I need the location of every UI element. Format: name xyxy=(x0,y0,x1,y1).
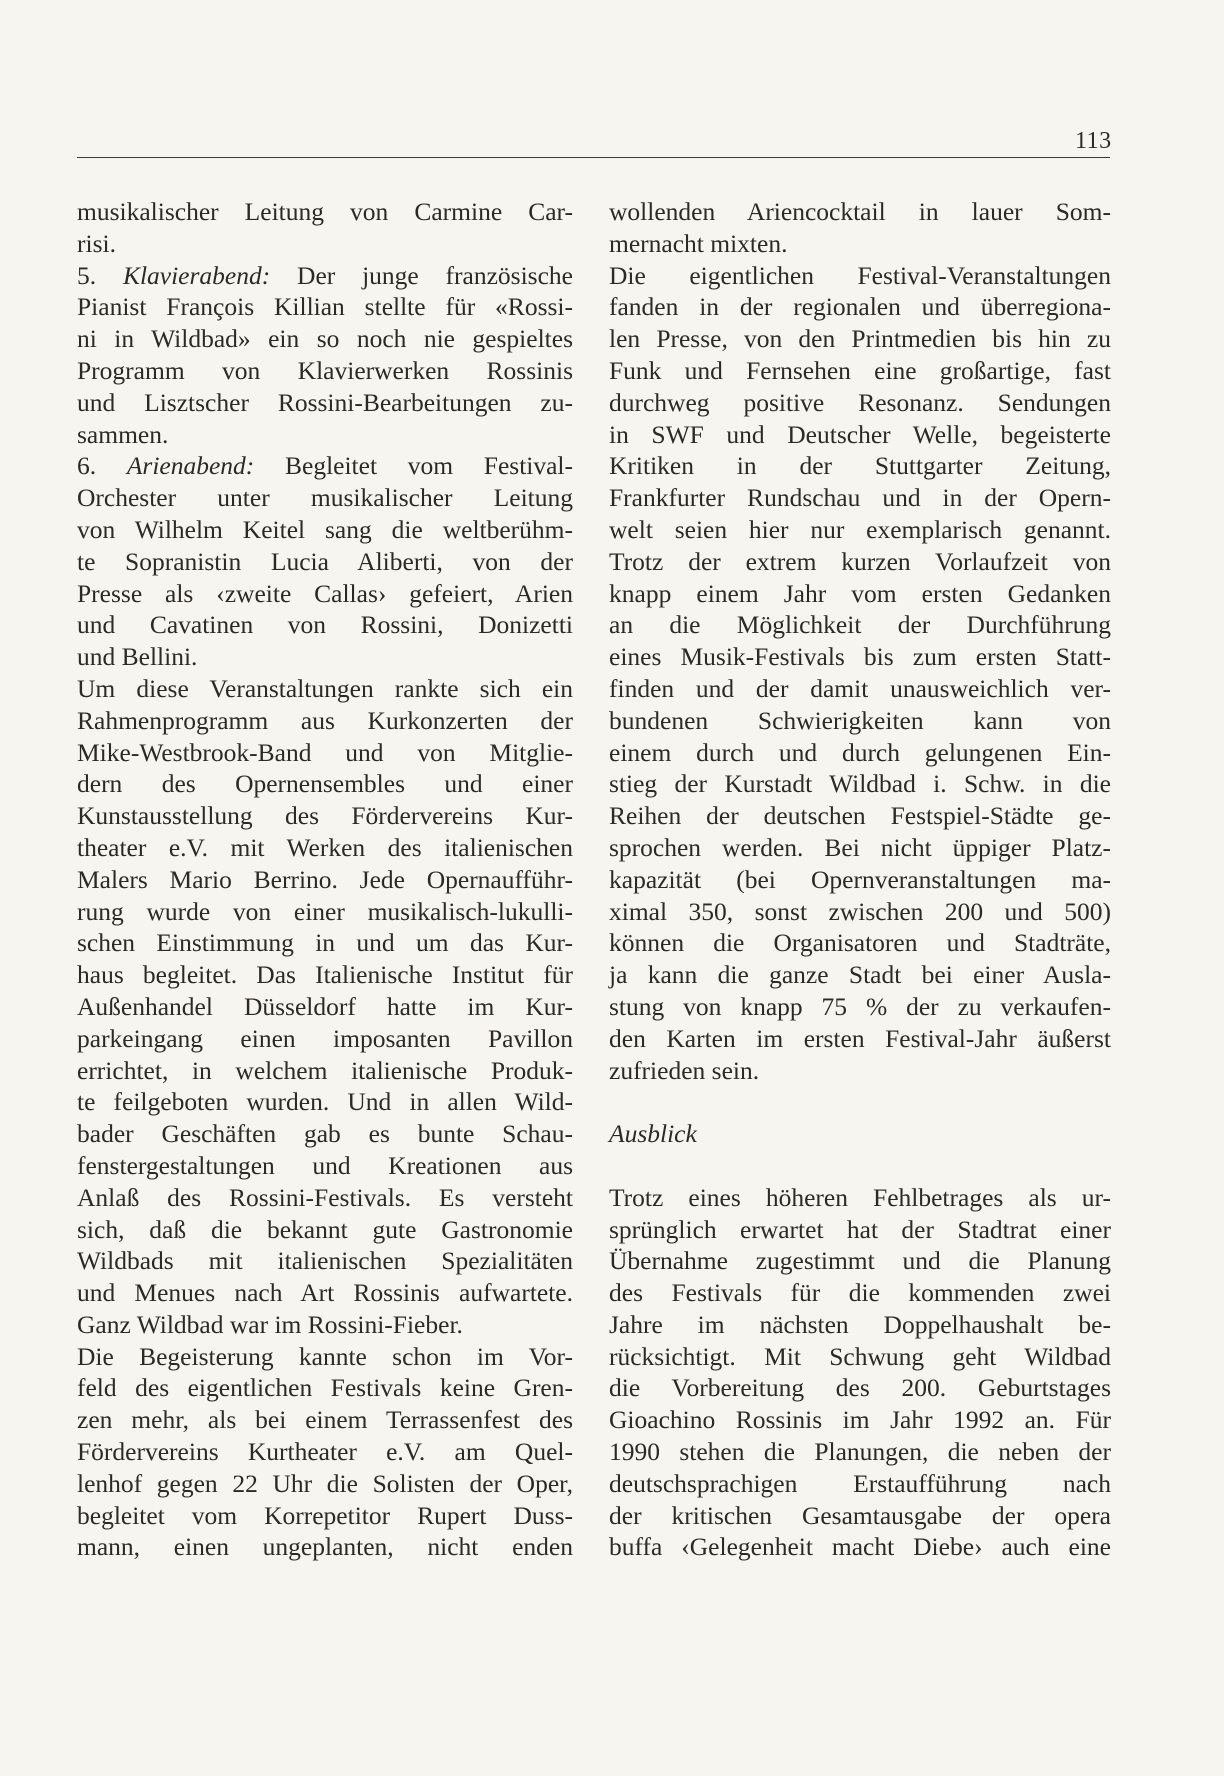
section-heading: Ausblick xyxy=(609,1119,697,1149)
line-text: Kunstausstellung des Fördervereins Kur- xyxy=(77,801,573,831)
text-line xyxy=(609,959,1111,991)
text-line xyxy=(609,228,1111,260)
line-text: te Sopranistin Lucia Aliberti, von der xyxy=(77,546,573,576)
text-line xyxy=(609,1341,1111,1373)
text-line xyxy=(609,419,1111,451)
line-text: des Festivals für die kommenden zwei xyxy=(609,1278,1111,1308)
text-line xyxy=(609,1372,1111,1404)
line-text: knapp einem Jahr vom ersten Gedanken xyxy=(609,578,1111,608)
line-text: Malers Mario Berrino. Jede Opernaufführ- xyxy=(77,864,573,894)
line-text: deutschsprachigen Erstaufführung nach xyxy=(609,1468,1111,1498)
line-text: und Cavatinen von Rossini, Donizetti xyxy=(77,610,573,640)
left-column xyxy=(77,196,573,1563)
line-text: eines Musik-Festivals bis zum ersten Statt- xyxy=(609,642,1111,672)
text-line xyxy=(77,228,573,260)
line-text: begleitet vom Korrepetitor Rupert Duss- xyxy=(77,1500,573,1530)
line-text: von Wilhelm Keitel sang die weltberühm- xyxy=(77,514,573,544)
text-line xyxy=(77,1436,573,1468)
line-text: ni in Wildbad» ein so noch nie gespieltes xyxy=(77,324,573,354)
text-line xyxy=(77,578,573,610)
line-text: feld des eigentlichen Festivals keine Gren- xyxy=(77,1373,573,1403)
line-text: kapazität (bei Opernveranstaltungen ma- xyxy=(609,864,1111,894)
text-line xyxy=(77,482,573,514)
text-line xyxy=(77,768,573,800)
line-text: Der junge französische xyxy=(270,260,573,290)
line-text: bader Geschäften gab es bunte Schau- xyxy=(77,1119,573,1149)
right-column xyxy=(609,196,1111,1563)
text-line xyxy=(609,1245,1111,1277)
line-text: und Menues nach Art Rossinis aufwartete. xyxy=(77,1278,573,1308)
text-line xyxy=(77,1023,573,1055)
line-text: können die Organisatoren und Stadträte, xyxy=(609,928,1111,958)
text-line xyxy=(77,260,573,292)
line-text: musikalischer Leitung von Carmine Car- xyxy=(77,197,573,226)
line-text: Orchester unter musikalischer Leitung xyxy=(77,483,573,513)
text-line xyxy=(609,482,1111,514)
line-text: ximal 350, sonst zwischen 200 und 500) xyxy=(609,896,1111,926)
line-text: stieg der Kurstadt Wildbad i. Schw. in die xyxy=(609,769,1111,799)
line-text: sprochen werden. Bei nicht üppiger Platz- xyxy=(609,832,1111,862)
text-line xyxy=(609,450,1111,482)
line-text: welt seien hier nur exemplarisch genannt. xyxy=(609,514,1111,544)
line-text: Frankfurter Rundschau und in der Opern- xyxy=(609,483,1111,513)
paragraph-gap xyxy=(609,1086,1111,1118)
line-text: bundenen Schwierigkeiten kann von xyxy=(609,705,1111,735)
line-text: finden und der damit unausweichlich ver- xyxy=(609,673,1111,703)
text-line xyxy=(77,1309,573,1341)
line-text: wollenden Ariencocktail in lauer Som- xyxy=(609,197,1111,226)
text-line xyxy=(77,991,573,1023)
text-line xyxy=(609,768,1111,800)
text-line xyxy=(77,959,573,991)
line-text: Programm von Klavierwerken Rossinis xyxy=(77,355,573,385)
line-text: stung von knapp 75 % der zu verkaufen- xyxy=(609,991,1111,1021)
line-text: Trotz eines höheren Fehlbetrages als ur- xyxy=(609,1182,1111,1212)
line-text: Reihen der deutschen Festspiel-Städte ge- xyxy=(609,801,1111,831)
line-text: durchweg positive Resonanz. Sendungen xyxy=(609,387,1111,417)
line-text: den Karten im ersten Festival-Jahr äußerst xyxy=(609,1023,1111,1053)
page-number: 113 xyxy=(1075,128,1112,154)
text-line xyxy=(609,609,1111,641)
line-text: zen mehr, als bei einem Terrassenfest des xyxy=(77,1405,573,1435)
text-line xyxy=(609,196,1111,228)
paragraph-gap xyxy=(609,1150,1111,1182)
text-line xyxy=(77,800,573,832)
text-line xyxy=(609,896,1111,928)
line-text: in SWF und Deutscher Welle, begeisterte xyxy=(609,419,1111,449)
text-line xyxy=(609,832,1111,864)
line-text: sich, daß die bekannt gute Gastronomie xyxy=(77,1214,573,1244)
text-line xyxy=(609,864,1111,896)
text-line xyxy=(77,1150,573,1182)
text-line xyxy=(609,1436,1111,1468)
line-text: Funk und Fernsehen eine großartige, fast xyxy=(609,355,1111,385)
text-line xyxy=(609,800,1111,832)
text-line xyxy=(609,260,1111,292)
list-number: 5. xyxy=(77,260,123,290)
text-line xyxy=(609,673,1111,705)
line-text: mann, einen ungeplanten, nicht enden xyxy=(77,1532,573,1562)
text-line xyxy=(77,450,573,482)
text-line xyxy=(609,927,1111,959)
text-line xyxy=(609,546,1111,578)
line-text: rung wurde von einer musikalisch-lukulli- xyxy=(77,896,573,926)
line-text: errichtet, in welchem italienische Produk- xyxy=(77,1055,573,1085)
line-text: Ganz Wildbad war im Rossini-Fieber. xyxy=(77,1309,463,1339)
text-line xyxy=(77,705,573,737)
text-line xyxy=(77,291,573,323)
line-text: Fördervereins Kurtheater e.V. am Quel- xyxy=(77,1437,573,1467)
text-line xyxy=(77,832,573,864)
line-text: Pianist François Killian stellte für «Rossi- xyxy=(77,292,573,322)
text-line xyxy=(77,546,573,578)
text-line xyxy=(609,991,1111,1023)
line-text: Presse als ‹zweite Callas› gefeiert, Arien xyxy=(77,578,573,608)
line-text: Übernahme zugestimmt und die Planung xyxy=(609,1246,1111,1276)
line-text: Anlaß des Rossini-Festivals. Es versteht xyxy=(77,1182,573,1212)
line-text: fenstergestaltungen und Kreationen aus xyxy=(77,1150,573,1180)
line-text: mernacht mixten. xyxy=(609,228,788,258)
text-line xyxy=(77,1182,573,1214)
text-line xyxy=(609,387,1111,419)
line-text: an die Möglichkeit der Durchführung xyxy=(609,610,1111,640)
line-text: sprünglich erwartet hat der Stadtrat einer xyxy=(609,1214,1111,1244)
line-text: einem durch und durch gelungenen Ein- xyxy=(609,737,1111,767)
line-text: Wildbads mit italienischen Spezialitäten xyxy=(77,1246,573,1276)
text-line xyxy=(77,1245,573,1277)
text-line xyxy=(609,1404,1111,1436)
line-text: rücksichtigt. Mit Schwung geht Wildbad xyxy=(609,1341,1111,1371)
text-line xyxy=(77,323,573,355)
emphasis: Klavierabend: xyxy=(122,260,271,290)
line-text: Mike-Westbrook-Band und von Mitglie- xyxy=(77,737,573,767)
text-line xyxy=(609,323,1111,355)
emphasis: Arienabend: xyxy=(126,451,255,481)
text-line xyxy=(77,1086,573,1118)
text-line xyxy=(77,1404,573,1436)
line-text: 1990 stehen die Planungen, die neben der xyxy=(609,1437,1111,1467)
text-line xyxy=(77,1372,573,1404)
line-text: parkeingang einen imposanten Pavillon xyxy=(77,1023,573,1053)
text-line xyxy=(609,705,1111,737)
line-text: und Lisztscher Rossini-Bearbeitungen zu- xyxy=(77,387,573,417)
line-text: len Presse, von den Printmedien bis hin zu xyxy=(609,324,1111,354)
text-line xyxy=(77,387,573,419)
text-line xyxy=(77,673,573,705)
line-text: ja kann die ganze Stadt bei einer Ausla- xyxy=(609,960,1111,990)
line-text: zufrieden sein. xyxy=(609,1055,760,1085)
text-line xyxy=(609,1182,1111,1214)
line-text: risi. xyxy=(77,228,116,258)
text-line xyxy=(77,609,573,641)
line-text: und Bellini. xyxy=(77,642,198,672)
text-line xyxy=(609,1500,1111,1532)
line-text: Trotz der extrem kurzen Vorlaufzeit von xyxy=(609,546,1111,576)
line-text: Gioachino Rossinis im Jahr 1992 an. Für xyxy=(609,1405,1111,1435)
text-line xyxy=(609,1214,1111,1246)
line-text: schen Einstimmung in und um das Kur- xyxy=(77,928,573,958)
text-line xyxy=(609,514,1111,546)
line-text: Die eigentlichen Festival-Veranstaltungen xyxy=(609,260,1111,290)
line-text: sammen. xyxy=(77,419,169,449)
text-line xyxy=(609,1309,1111,1341)
text-line xyxy=(77,1214,573,1246)
text-line xyxy=(77,1341,573,1373)
text-line xyxy=(77,1531,573,1563)
line-text: Die Begeisterung kannte schon im Vor- xyxy=(77,1341,573,1371)
text-line xyxy=(609,1468,1111,1500)
line-text: theater e.V. mit Werken des italienischen xyxy=(77,832,573,862)
line-text: Kritiken in der Stuttgarter Zeitung, xyxy=(609,451,1111,481)
text-line xyxy=(77,737,573,769)
text-line xyxy=(77,419,573,451)
text-line xyxy=(609,1277,1111,1309)
header-rule xyxy=(77,157,1110,158)
text-line xyxy=(609,737,1111,769)
text-line xyxy=(77,514,573,546)
text-line xyxy=(77,1500,573,1532)
text-line xyxy=(609,1531,1111,1563)
text-line xyxy=(77,1468,573,1500)
line-text: dern des Opernensembles und einer xyxy=(77,769,573,799)
text-line xyxy=(609,641,1111,673)
line-text: Außenhandel Düsseldorf hatte im Kur- xyxy=(77,991,573,1021)
line-text: die Vorbereitung des 200. Geburtstages xyxy=(609,1373,1111,1403)
text-line xyxy=(609,1023,1111,1055)
line-text: fanden in der regionalen und überregiona- xyxy=(609,292,1111,322)
text-line xyxy=(609,291,1111,323)
text-line xyxy=(609,355,1111,387)
line-text: haus begleitet. Das Italienische Institut für xyxy=(77,960,573,990)
line-text: te feilgeboten wurden. Und in allen Wild- xyxy=(77,1087,573,1117)
line-text: Rahmenprogramm aus Kurkonzerten der xyxy=(77,705,573,735)
text-line xyxy=(77,1055,573,1087)
text-line xyxy=(609,1055,1111,1087)
text-line xyxy=(77,927,573,959)
line-text: Begleitet vom Festival- xyxy=(254,451,574,481)
text-line xyxy=(77,196,573,228)
text-line xyxy=(77,355,573,387)
text-line xyxy=(77,864,573,896)
text-line xyxy=(609,578,1111,610)
line-text: buffa ‹Gelegenheit macht Diebe› auch eine xyxy=(609,1532,1111,1562)
text-line xyxy=(77,641,573,673)
text-line xyxy=(77,1277,573,1309)
line-text: Jahre im nächsten Doppelhaushalt be- xyxy=(609,1309,1111,1339)
line-text: der kritischen Gesamtausgabe der opera xyxy=(609,1500,1111,1530)
list-number: 6. xyxy=(77,451,127,481)
line-text: Um diese Veranstaltungen rankte sich ein xyxy=(77,673,573,703)
text-line xyxy=(77,1118,573,1150)
line-text: lenhof gegen 22 Uhr die Solisten der Oper, xyxy=(77,1468,573,1498)
text-line xyxy=(77,896,573,928)
